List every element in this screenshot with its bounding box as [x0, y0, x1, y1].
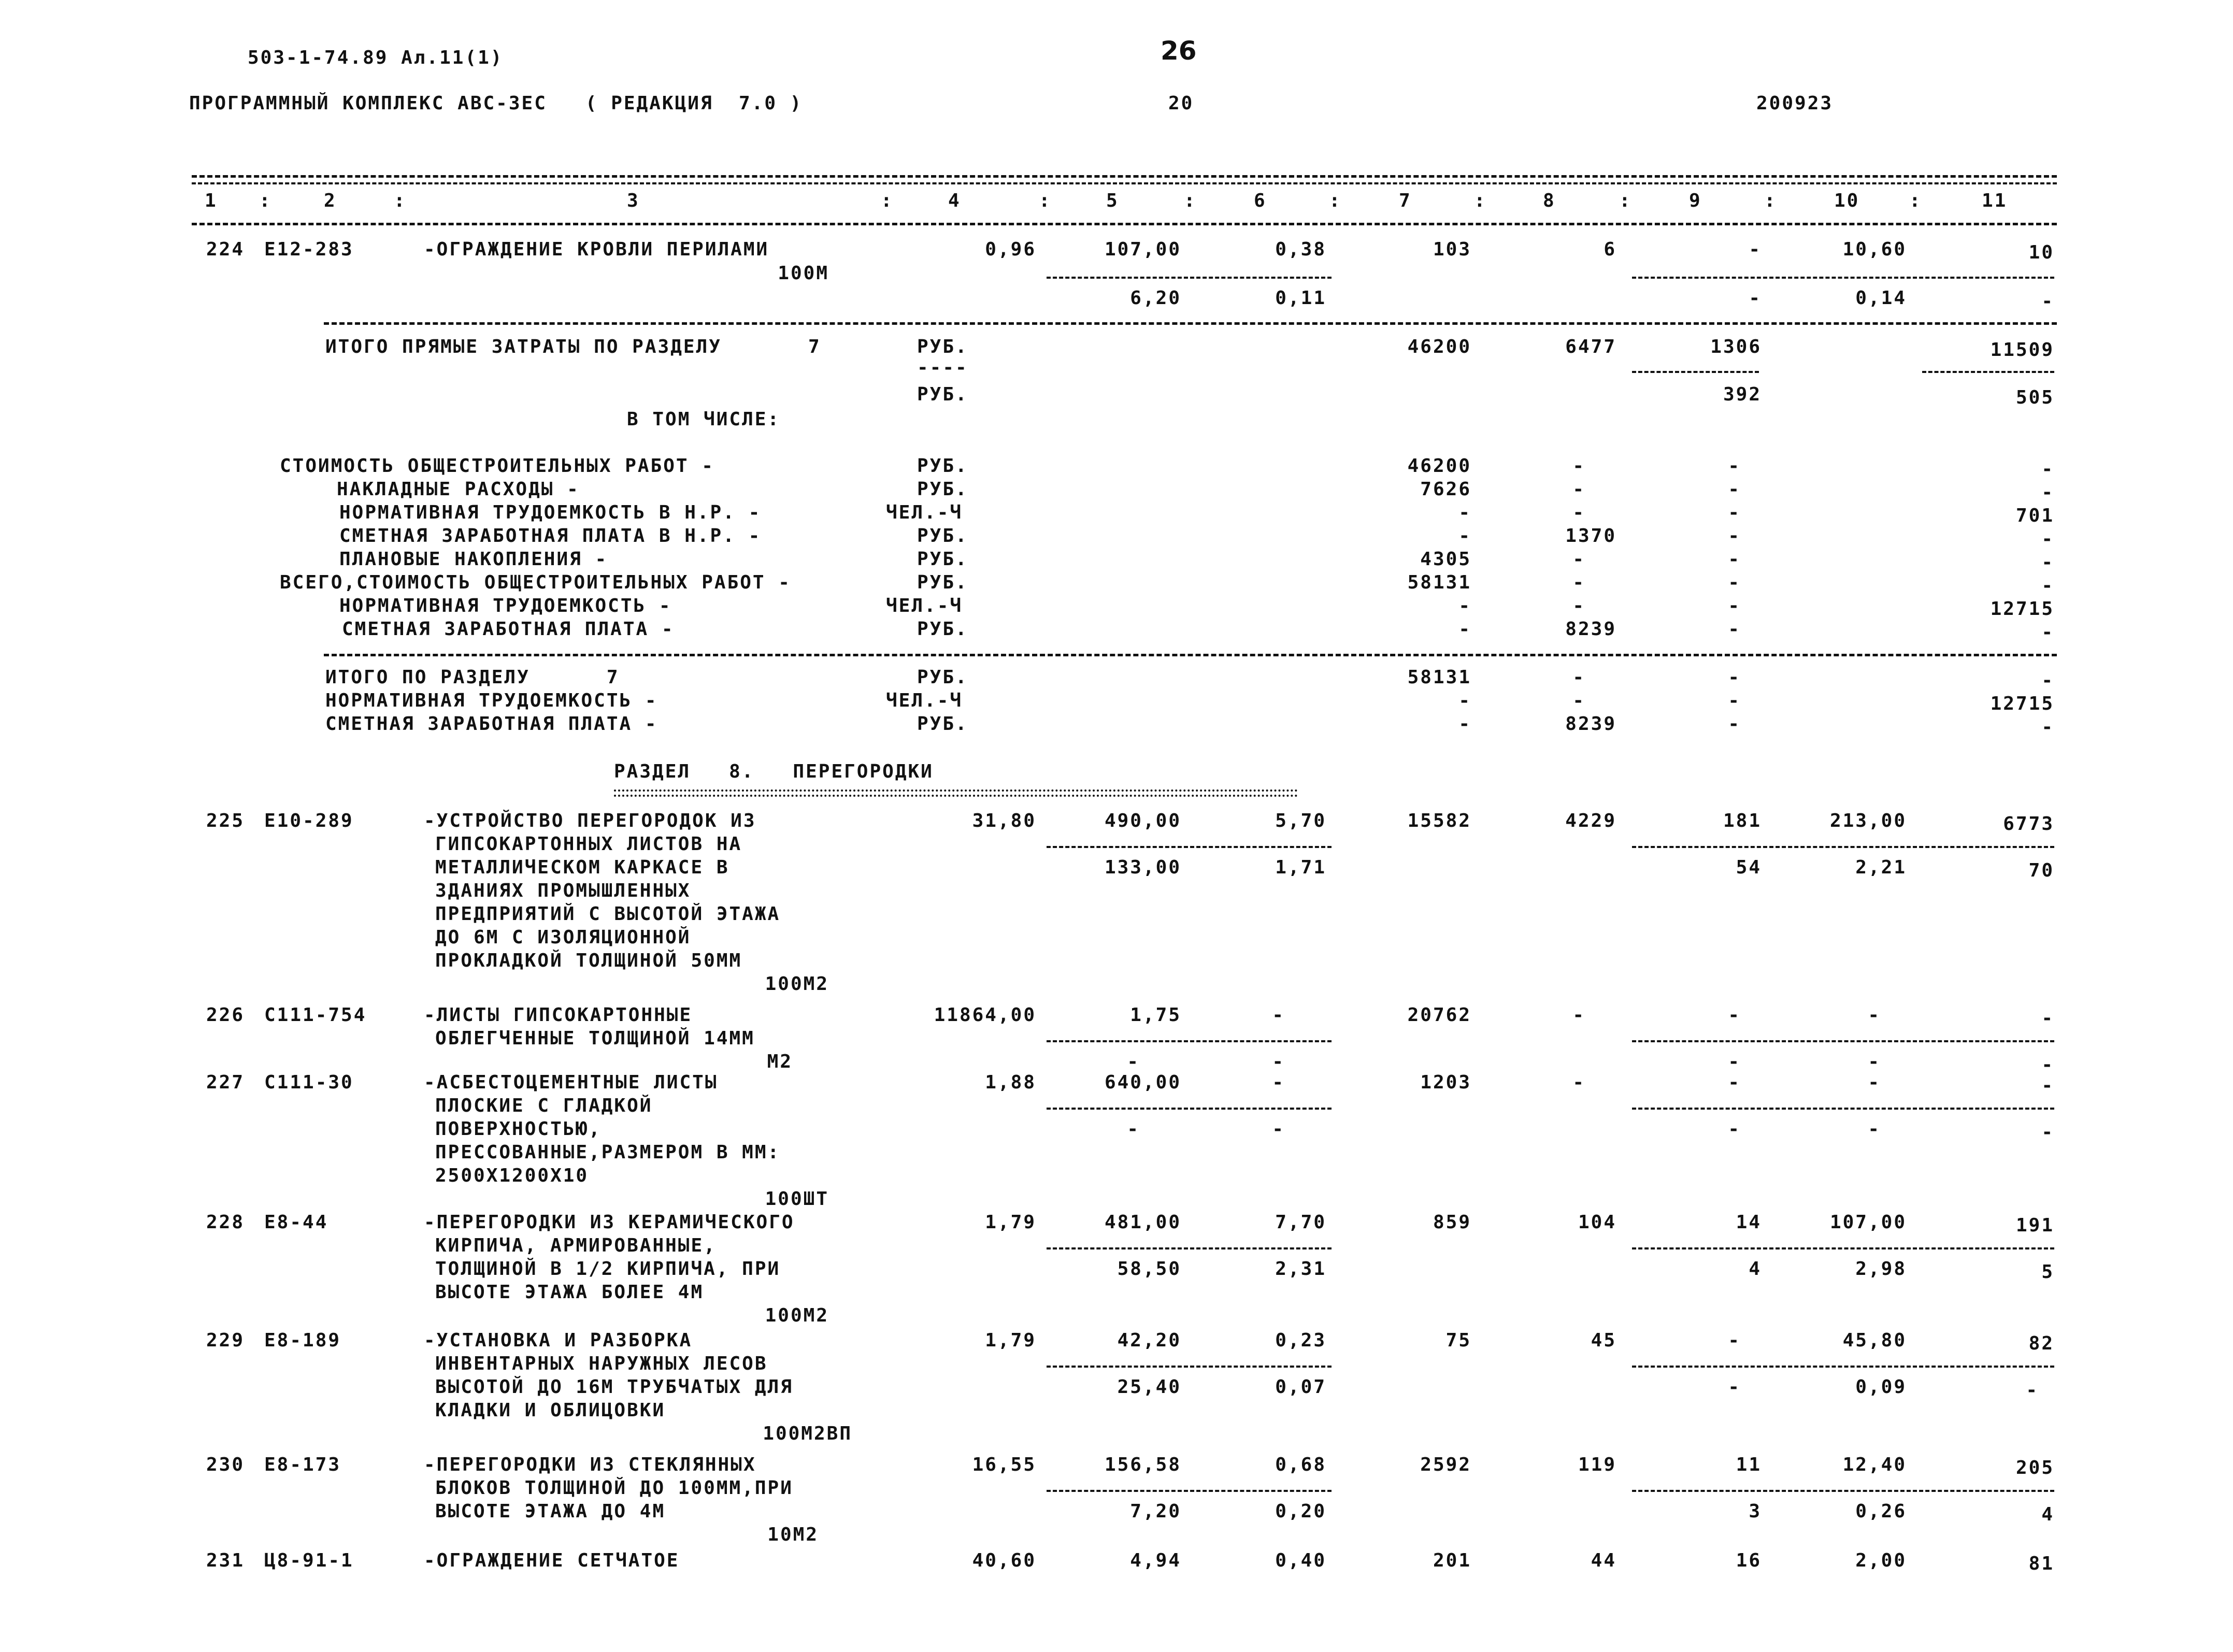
- page-number: 26: [1161, 36, 1197, 66]
- wage: 8239: [1565, 713, 1616, 735]
- labour: -: [2041, 1122, 2054, 1143]
- sub-rule: [1632, 1108, 2054, 1110]
- value: -: [1868, 1051, 1881, 1072]
- labour: -: [2041, 552, 2054, 573]
- unit: РУБ.: [917, 549, 968, 570]
- value: 2,31: [1275, 1258, 1326, 1280]
- total-cost: -: [1458, 713, 1471, 735]
- unit: РУБ.: [917, 479, 968, 500]
- labour: -: [2041, 1075, 2054, 1096]
- row-number: 225: [206, 810, 245, 831]
- column-separator: :: [1184, 190, 1197, 211]
- total-cost: 1203: [1420, 1072, 1471, 1093]
- value: 213,00: [1829, 810, 1907, 831]
- unit: РУБ.: [917, 384, 968, 405]
- unit: РУБ.: [917, 619, 968, 640]
- sub-rule: [1047, 1040, 1332, 1042]
- unit: 100М2ВП: [763, 1423, 852, 1444]
- value: -: [1728, 502, 1741, 523]
- value: 5,70: [1275, 810, 1326, 831]
- work-name: КИРПИЧА, АРМИРОВАННЫЕ,: [435, 1235, 717, 1256]
- quantity: 1,79: [985, 1212, 1036, 1233]
- wage: -: [1572, 1004, 1585, 1026]
- quantity: 40,60: [972, 1550, 1036, 1571]
- labour: -: [2041, 528, 2054, 550]
- work-name: БЛОКОВ ТОЛЩИНОЙ ДО 100ММ,ПРИ: [435, 1477, 793, 1499]
- wage: 44: [1591, 1550, 1616, 1571]
- value: 0,23: [1275, 1330, 1326, 1351]
- unit: М2: [767, 1051, 793, 1072]
- column-header: 10: [1834, 190, 1860, 211]
- work-name: -УСТАНОВКА И РАЗБОРКА: [424, 1330, 693, 1351]
- unit: 10М2: [767, 1524, 819, 1545]
- dash: ----: [917, 357, 968, 378]
- wage: 119: [1578, 1454, 1616, 1475]
- total-cost: 2592: [1420, 1454, 1471, 1475]
- value: 0,09: [1855, 1376, 1907, 1398]
- wage: 1370: [1565, 525, 1616, 547]
- unit-cost: 25,40: [1117, 1376, 1181, 1398]
- column-header: 5: [1106, 190, 1119, 211]
- value: -: [1728, 525, 1741, 547]
- labour: -: [2041, 575, 2054, 596]
- total-cost: 46200: [1407, 336, 1471, 357]
- value: 0,20: [1275, 1501, 1326, 1522]
- value: 0,68: [1275, 1454, 1326, 1475]
- sub-rule: [1922, 371, 2054, 373]
- work-name: ГИПСОКАРТОННЫХ ЛИСТОВ НА: [435, 834, 742, 855]
- wage: -: [1572, 502, 1585, 523]
- section-number: 7: [808, 336, 821, 357]
- row-number: 226: [206, 1004, 245, 1026]
- unit: 100М2: [765, 973, 829, 995]
- work-name: ТОЛЩИНОЙ В 1/2 КИРПИЧА, ПРИ: [435, 1258, 781, 1280]
- labour: 70: [2028, 860, 2054, 881]
- work-name: 2500Х1200Х10: [435, 1165, 589, 1186]
- section-title-underline: [614, 789, 1298, 792]
- labour: -: [2026, 1380, 2039, 1401]
- labour: 12715: [1990, 693, 2054, 714]
- wage: 104: [1578, 1212, 1616, 1233]
- program-title: ПРОГРАММНЫЙ КОМПЛЕКС АВС-3ЕС ( РЕДАКЦИЯ 7.0 ): [189, 93, 803, 114]
- unit-cost: 6,20: [1130, 288, 1181, 309]
- total-label: НОРМАТИВНАЯ ТРУДОЕМКОСТЬ -: [325, 690, 658, 711]
- quantity: 0,96: [985, 239, 1036, 260]
- value: -: [1728, 595, 1741, 616]
- value: -: [1728, 1118, 1741, 1140]
- labour: -: [2041, 1008, 2054, 1029]
- quantity: 11864,00: [934, 1004, 1036, 1026]
- column-separator: :: [259, 190, 272, 211]
- work-name: ПЛОСКИЕ С ГЛАДКОЙ: [435, 1095, 653, 1116]
- value: 181: [1723, 810, 1762, 831]
- rate-code: Е8-173: [264, 1454, 341, 1475]
- document-code: 503-1-74.89 Ал.11(1): [248, 47, 504, 68]
- labour: 205: [2015, 1457, 2054, 1478]
- value: 54: [1736, 857, 1762, 878]
- unit: 100М2: [765, 1305, 829, 1326]
- quantity: 16,55: [972, 1454, 1036, 1475]
- wage: -: [1572, 595, 1585, 616]
- unit-cost: 133,00: [1104, 857, 1181, 878]
- value: 16: [1736, 1550, 1762, 1571]
- total-cost: 201: [1433, 1550, 1471, 1571]
- sub-rule: [1632, 1247, 2054, 1249]
- column-separator: :: [1039, 190, 1052, 211]
- value: -: [1749, 239, 1762, 260]
- breakdown-label: СТОИМОСТЬ ОБЩЕСТРОИТЕЛЬНЫХ РАБОТ -: [280, 455, 714, 477]
- total-cost: 75: [1445, 1330, 1471, 1351]
- unit: 100М: [778, 263, 829, 284]
- column-separator: :: [1619, 190, 1632, 211]
- value: -: [1728, 1051, 1741, 1072]
- wage: 8239: [1565, 619, 1616, 640]
- sub-rule: [1632, 277, 2054, 279]
- value: 3: [1749, 1501, 1762, 1522]
- column-header: 7: [1399, 190, 1412, 211]
- row-number: 229: [206, 1330, 245, 1351]
- total-cost: 103: [1433, 239, 1471, 260]
- row-number: 224: [206, 239, 245, 260]
- sub-rule: [1047, 1366, 1332, 1368]
- column-separator: :: [1474, 190, 1487, 211]
- unit-cost: 481,00: [1104, 1212, 1181, 1233]
- value: 7,70: [1275, 1212, 1326, 1233]
- value: 0,38: [1275, 239, 1326, 260]
- sub-rule: [1047, 277, 1332, 279]
- labour: 10: [2028, 242, 2054, 263]
- wage: -: [1572, 1072, 1585, 1093]
- work-name: -ОГРАЖДЕНИЕ КРОВЛИ ПЕРИЛАМИ: [424, 239, 769, 260]
- labour: 81: [2028, 1553, 2054, 1574]
- value: -: [1272, 1118, 1285, 1140]
- unit-cost: 58,50: [1117, 1258, 1181, 1280]
- work-name: -ПЕРЕГОРОДКИ ИЗ КЕРАМИЧЕСКОГО: [424, 1212, 795, 1233]
- unit-cost: -: [1127, 1051, 1140, 1072]
- unit: РУБ.: [917, 572, 968, 593]
- value: 10,60: [1842, 239, 1907, 260]
- value: -: [1728, 1072, 1741, 1093]
- value: -: [1728, 455, 1741, 477]
- rate-code: Е10-289: [264, 810, 354, 831]
- rate-code: Е12-283: [264, 239, 354, 260]
- total-cost: 46200: [1407, 455, 1471, 477]
- value: -: [1728, 619, 1741, 640]
- labour: -: [2041, 622, 2054, 643]
- work-name: ИНВЕНТАРНЫХ НАРУЖНЫХ ЛЕСОВ: [435, 1353, 768, 1374]
- value: 12,40: [1842, 1454, 1907, 1475]
- unit-cost: 107,00: [1104, 239, 1181, 260]
- column-header: 2: [324, 190, 337, 211]
- date-code: 200923: [1756, 93, 1834, 114]
- value: -: [1728, 690, 1741, 711]
- header-rule-bottom: [192, 223, 2057, 225]
- labour: -: [2041, 716, 2054, 738]
- total-cost: -: [1458, 502, 1471, 523]
- labour: 82: [2028, 1333, 2054, 1354]
- section-title-underline: [614, 795, 1298, 797]
- labour: 11509: [1990, 339, 2054, 361]
- column-separator: :: [1909, 190, 1922, 211]
- value: 2,98: [1855, 1258, 1907, 1280]
- work-name: МЕТАЛЛИЧЕСКОМ КАРКАСЕ В: [435, 857, 729, 878]
- wage: -: [1572, 549, 1585, 570]
- labour: -: [2041, 458, 2054, 480]
- value: -: [1868, 1072, 1881, 1093]
- unit: ЧЕЛ.-Ч: [886, 595, 963, 616]
- column-separator: :: [394, 190, 407, 211]
- work-name: -ПЕРЕГОРОДКИ ИЗ СТЕКЛЯННЫХ: [424, 1454, 756, 1475]
- unit: РУБ.: [917, 455, 968, 477]
- sub-rule: [1632, 1040, 2054, 1042]
- row-number: 230: [206, 1454, 245, 1475]
- value: 14: [1736, 1212, 1762, 1233]
- work-name: ПРЕДПРИЯТИЙ С ВЫСОТОЙ ЭТАЖА: [435, 903, 781, 925]
- value: 2,00: [1855, 1550, 1907, 1571]
- wage: 4229: [1565, 810, 1616, 831]
- wage: -: [1572, 479, 1585, 500]
- value: -: [1728, 549, 1741, 570]
- unit-cost: 640,00: [1104, 1072, 1181, 1093]
- value: -: [1868, 1004, 1881, 1026]
- value: 45,80: [1842, 1330, 1907, 1351]
- wage: 6: [1604, 239, 1616, 260]
- sub-rule: [1632, 1366, 2054, 1368]
- quantity: 1,88: [985, 1072, 1036, 1093]
- total-cost: 58131: [1407, 572, 1471, 593]
- unit-cost: 42,20: [1117, 1330, 1181, 1351]
- total-label: ИТОГО ПО РАЗДЕЛУ 7: [325, 667, 620, 688]
- sub-rule: [1047, 1247, 1332, 1249]
- row-number: 231: [206, 1550, 245, 1571]
- row-rule: [324, 654, 2057, 656]
- value: 1306: [1710, 336, 1762, 357]
- labour: 505: [2015, 387, 2054, 408]
- work-name: ПРЕССОВАННЫЕ,РАЗМЕРОМ В ММ:: [435, 1142, 781, 1163]
- unit: РУБ.: [917, 525, 968, 547]
- sub-rule: [1047, 846, 1332, 848]
- header-rule-top-2: [192, 182, 2057, 184]
- labour: 5: [2041, 1261, 2054, 1283]
- value: 11: [1736, 1454, 1762, 1475]
- unit: ЧЕЛ.-Ч: [886, 690, 963, 711]
- column-header: 6: [1254, 190, 1267, 211]
- subtotal-label: ИТОГО ПРЯМЫЕ ЗАТРАТЫ ПО РАЗДЕЛУ: [325, 336, 722, 357]
- quantity: 31,80: [972, 810, 1036, 831]
- value: -: [1728, 713, 1741, 735]
- value: 1,71: [1275, 857, 1326, 878]
- work-name: -ЛИСТЫ ГИПСОКАРТОННЫЕ: [424, 1004, 693, 1026]
- work-name: ВЫСОТЕ ЭТАЖА ДО 4М: [435, 1501, 666, 1522]
- wage: -: [1572, 690, 1585, 711]
- wage: -: [1572, 572, 1585, 593]
- unit-cost: 7,20: [1130, 1501, 1181, 1522]
- including-label: В ТОМ ЧИСЛЕ:: [627, 409, 781, 430]
- work-name: ОБЛЕГЧЕННЫЕ ТОЛЩИНОЙ 14ММ: [435, 1028, 755, 1049]
- total-cost: 15582: [1407, 810, 1471, 831]
- labour: 191: [2015, 1215, 2054, 1236]
- column-header: 9: [1689, 190, 1702, 211]
- row-number: 228: [206, 1212, 245, 1233]
- unit-cost: 4,94: [1130, 1550, 1181, 1571]
- wage: -: [1572, 667, 1585, 688]
- unit: 100ШТ: [765, 1188, 829, 1210]
- wage: -: [1572, 455, 1585, 477]
- sub-rule: [1632, 371, 1759, 373]
- quantity: 1,79: [985, 1330, 1036, 1351]
- unit-cost: -: [1127, 1118, 1140, 1140]
- column-header: 8: [1543, 190, 1556, 211]
- total-label: СМЕТНАЯ ЗАРАБОТНАЯ ПЛАТА -: [325, 713, 658, 735]
- sub-rule: [1632, 1490, 2054, 1492]
- unit-cost: 1,75: [1130, 1004, 1181, 1026]
- wage: 45: [1591, 1330, 1616, 1351]
- rate-code: С111-30: [264, 1072, 354, 1093]
- unit: ЧЕЛ.-Ч: [886, 502, 963, 523]
- labour: -: [2041, 670, 2054, 691]
- work-name: ЗДАНИЯХ ПРОМЫШЛЕННЫХ: [435, 880, 691, 901]
- column-separator: :: [881, 190, 894, 211]
- labour: -: [2041, 482, 2054, 503]
- work-name: КЛАДКИ И ОБЛИЦОВКИ: [435, 1400, 666, 1421]
- row-number: 227: [206, 1072, 245, 1093]
- breakdown-label: НАКЛАДНЫЕ РАСХОДЫ -: [337, 479, 580, 500]
- value: 4: [1749, 1258, 1762, 1280]
- breakdown-label: СМЕТНАЯ ЗАРАБОТНАЯ ПЛАТА В Н.Р. -: [339, 525, 762, 547]
- value: 392: [1723, 384, 1762, 405]
- unit-cost: 490,00: [1104, 810, 1181, 831]
- value: -: [1749, 288, 1762, 309]
- breakdown-label: НОРМАТИВНАЯ ТРУДОЕМКОСТЬ -: [339, 595, 672, 616]
- sheet-number: 20: [1168, 93, 1194, 114]
- value: -: [1272, 1004, 1285, 1026]
- rate-code: С111-754: [264, 1004, 367, 1026]
- breakdown-label: СМЕТНАЯ ЗАРАБОТНАЯ ПЛАТА -: [342, 619, 675, 640]
- total-cost: 20762: [1407, 1004, 1471, 1026]
- total-cost: -: [1458, 595, 1471, 616]
- total-cost: 4305: [1420, 549, 1471, 570]
- total-cost: -: [1458, 525, 1471, 547]
- unit-cost: 156,58: [1104, 1454, 1181, 1475]
- column-separator: :: [1764, 190, 1777, 211]
- value: 107,00: [1829, 1212, 1907, 1233]
- total-cost: 859: [1433, 1212, 1471, 1233]
- labour: 4: [2041, 1504, 2054, 1525]
- breakdown-label: ВСЕГО,СТОИМОСТЬ ОБЩЕСТРОИТЕЛЬНЫХ РАБОТ -: [280, 572, 791, 593]
- column-header: 1: [205, 190, 218, 211]
- labour: 6773: [2003, 813, 2054, 835]
- value: -: [1868, 1118, 1881, 1140]
- value: -: [1728, 479, 1741, 500]
- value: 0,14: [1855, 288, 1907, 309]
- labour: -: [2041, 1054, 2054, 1075]
- header-rule-top: [192, 175, 2057, 178]
- total-cost: -: [1458, 619, 1471, 640]
- total-cost: 58131: [1407, 667, 1471, 688]
- value: 0,07: [1275, 1376, 1326, 1398]
- value: -: [1728, 1330, 1741, 1351]
- total-cost: 7626: [1420, 479, 1471, 500]
- work-name: ПОВЕРХНОСТЬЮ,: [435, 1118, 602, 1140]
- labour: -: [2041, 291, 2054, 312]
- rate-code: Е8-189: [264, 1330, 341, 1351]
- column-separator: :: [1329, 190, 1342, 211]
- work-name: ВЫСОТЕ ЭТАЖА БОЛЕЕ 4М: [435, 1282, 704, 1303]
- work-name: -АСБЕСТОЦЕМЕНТНЫЕ ЛИСТЫ: [424, 1072, 718, 1093]
- rate-code: Е8-44: [264, 1212, 328, 1233]
- breakdown-label: ПЛАНОВЫЕ НАКОПЛЕНИЯ -: [339, 549, 608, 570]
- work-name: ПРОКЛАДКОЙ ТОЛЩИНОЙ 50ММ: [435, 950, 742, 971]
- labour: 701: [2015, 505, 2054, 526]
- sub-rule: [1047, 1108, 1332, 1110]
- work-name: ВЫСОТОЙ ДО 16М ТРУБЧАТЫХ ДЛЯ: [435, 1376, 793, 1398]
- unit: РУБ.: [917, 667, 968, 688]
- sub-rule: [1632, 846, 2054, 848]
- row-rule: [324, 322, 2057, 325]
- value: 2,21: [1855, 857, 1907, 878]
- work-name: -ОГРАЖДЕНИЕ СЕТЧАТОЕ: [424, 1550, 680, 1571]
- column-header: 3: [627, 190, 640, 211]
- value: 0,40: [1275, 1550, 1326, 1571]
- value: -: [1728, 1376, 1741, 1398]
- sub-rule: [1047, 1490, 1332, 1492]
- work-name: -УСТРОЙСТВО ПЕРЕГОРОДОК ИЗ: [424, 810, 756, 831]
- unit: РУБ.: [917, 713, 968, 735]
- value: -: [1728, 667, 1741, 688]
- column-header: 11: [1982, 190, 2008, 211]
- value: -: [1728, 572, 1741, 593]
- work-name: ДО 6М С ИЗОЛЯЦИОННОЙ: [435, 927, 691, 948]
- unit: РУБ.: [917, 336, 968, 357]
- value: 0,26: [1855, 1501, 1907, 1522]
- breakdown-label: НОРМАТИВНАЯ ТРУДОЕМКОСТЬ В Н.Р. -: [339, 502, 762, 523]
- value: -: [1272, 1072, 1285, 1093]
- section-title: РАЗДЕЛ 8. ПЕРЕГОРОДКИ: [614, 761, 934, 782]
- value: -: [1728, 1004, 1741, 1026]
- rate-code: Ц8-91-1: [264, 1550, 354, 1571]
- labour: 12715: [1990, 598, 2054, 620]
- total-cost: -: [1458, 690, 1471, 711]
- value: -: [1272, 1051, 1285, 1072]
- wage: 6477: [1565, 336, 1616, 357]
- value: 0,11: [1275, 288, 1326, 309]
- column-header: 4: [948, 190, 961, 211]
